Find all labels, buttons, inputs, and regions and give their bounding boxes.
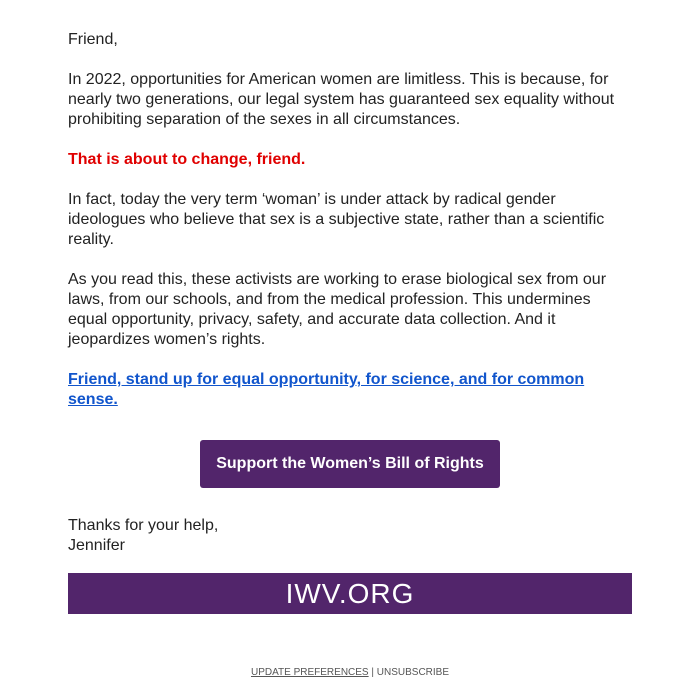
iwv-banner[interactable] — [68, 573, 632, 614]
signoff — [68, 516, 218, 556]
signoff-name: Jennifer — [68, 537, 125, 554]
signoff-thanks: Thanks for your help, — [68, 517, 219, 534]
paragraph-opportunities: In 2022, opportunities for American women are limitless. This is because, for nearly two generations, our legal system has guaranteed sex equality without prohibiting separation of the sexes in all circumstances. — [68, 71, 615, 128]
update-preferences-link[interactable]: UPDATE PREFERENCES — [250, 667, 369, 678]
footer — [0, 667, 700, 678]
highlight-warning: That is about to change, friend. — [68, 151, 306, 168]
stand-up-link[interactable]: Friend, stand up for equal opportunity, for science, and for common sense. — [68, 371, 585, 408]
greeting: Friend, — [68, 31, 118, 48]
paragraph-activists: As you read this, these activists are working to erase biological sex from our laws, from our schools, and from the medical profession. This undermines equal opportunity, privacy, safety, and accurate data collection. And it jeopardizes women’s rights. — [68, 271, 607, 348]
email-body — [68, 30, 632, 430]
footer-separator: | — [368, 667, 377, 678]
support-bill-button[interactable]: Support the Women’s Bill of Rights — [200, 440, 500, 488]
unsubscribe-link[interactable]: UNSUBSCRIBE — [376, 667, 450, 678]
paragraph-attack: In fact, today the very term ‘woman’ is under attack by radical gender ideologues who believe that sex is a subjective state, rather than a scientific reality. — [68, 191, 605, 248]
banner-text: IWV.ORG — [285, 578, 415, 609]
